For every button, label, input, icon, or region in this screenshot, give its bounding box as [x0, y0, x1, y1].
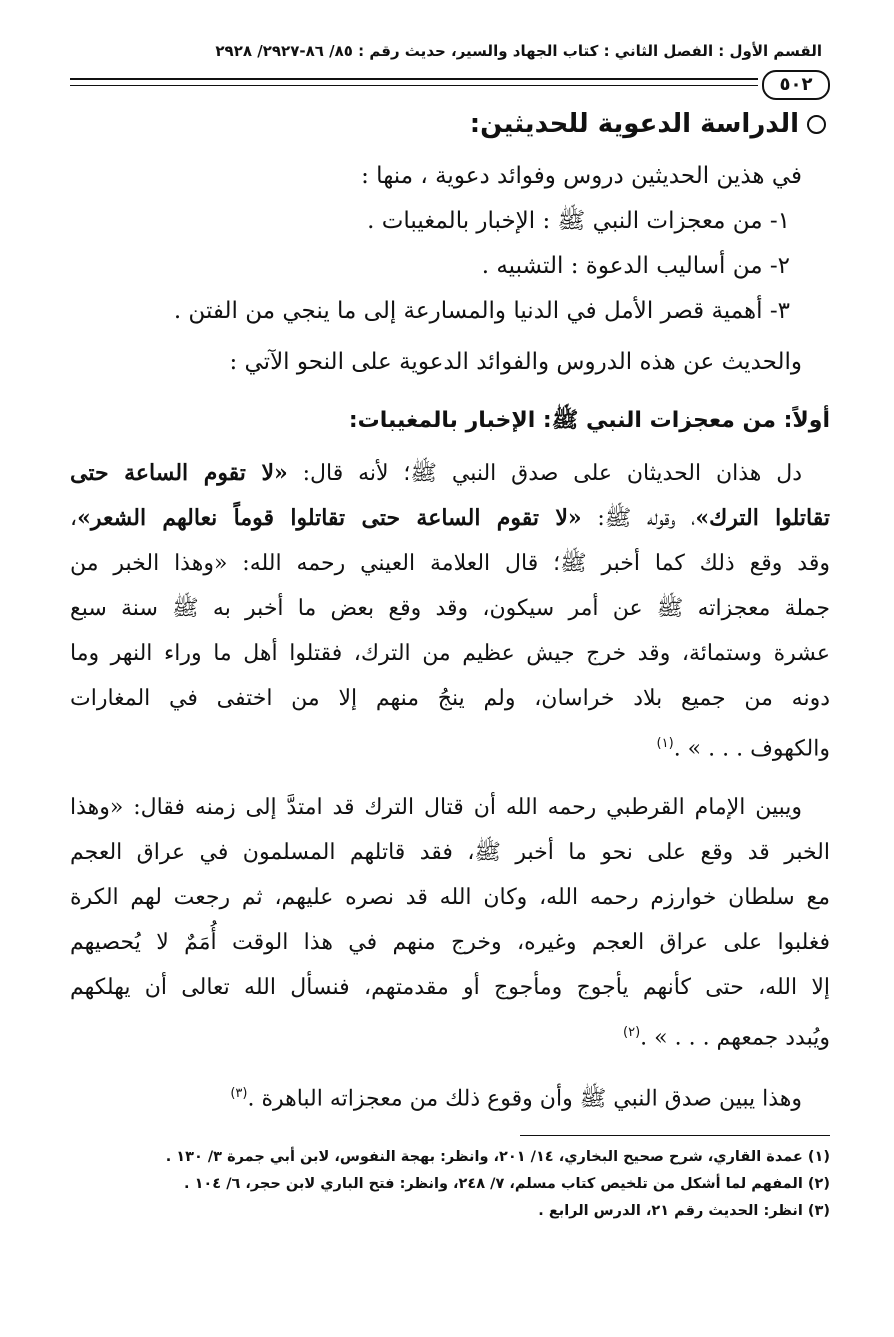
list-item-1: ١- من معجزات النبي ﷺ : الإخبار بالمغيبات .	[367, 208, 790, 234]
circle-bullet-icon	[807, 115, 826, 134]
paragraph-line: الخبر قد وقع على نحو ما أخبر ﷺ، فقد قاتلهم المسلمون في عراق العجم	[70, 840, 830, 866]
hadith-quote: «لا تقوم الساعة حتى تقاتلوا قوماً نعالهم الشعر»	[77, 505, 582, 531]
paragraph-text: والكهوف . . . » .	[673, 736, 830, 762]
list-item-2: ٢- من أساليب الدعوة : التشبيه .	[481, 253, 790, 279]
footnote-marker: (٣)	[230, 1085, 248, 1101]
paragraph-line: وقد وقع ذلك كما أخبر ﷺ؛ قال العلامة العيني رحمه الله: «وهذا الخبر من	[70, 551, 830, 576]
paragraph-line: عشرة وستمائة، وقد خرج جيش عظيم من الترك، فقتلوا أهل ما وراء النهر وما	[70, 641, 830, 666]
paragraph-text: ويُبدد جمعهم . . . » .	[640, 1025, 830, 1051]
lead-in-paragraph: والحديث عن هذه الدروس والفوائد الدعوية على النحو الآتي :	[229, 349, 802, 375]
paragraph-text: ،	[70, 506, 78, 531]
closing-paragraph	[70, 1071, 830, 1121]
running-header: القسم الأول : الفصل الثاني : كتاب الجهاد والسير، حديث رقم : ٨٥/ ٨٦-٢٩٢٧/ ٢٩٢٨	[215, 42, 822, 60]
footnote-rule	[520, 1135, 830, 1136]
footnotes	[70, 1144, 830, 1225]
paragraph-line: ويبين الإمام القرطبي رحمه الله أن قتال الترك قد امتدَّ إلى زمنه فقال: «وهذا	[70, 795, 803, 821]
hadith-quote: تقاتلوا الترك»	[695, 505, 830, 531]
page-number: ٥٠٢	[762, 70, 830, 100]
paragraph-text: دل هذان الحديثان على صدق النبي ﷺ؛ لأنه قال:	[287, 461, 803, 486]
header-rule-row	[70, 68, 830, 102]
footnote-3: (٣) انظر: الحديث رقم ٢١، الدرس الرابع .	[538, 1202, 830, 1219]
paragraph-text: وهذا يبين صدق النبي ﷺ وأن وقوع ذلك من معجزاته الباهرة .	[247, 1085, 802, 1111]
hadith-quote: «لا تقوم الساعة حتى	[70, 460, 288, 486]
paragraph-line	[70, 1010, 830, 1060]
paragraph-line	[70, 451, 830, 496]
header-double-rule	[70, 78, 758, 86]
paragraph-line: جملة معجزاته ﷺ عن أمر سيكون، وقد وقع بعض ما أخبر به ﷺ سنة سبع	[70, 596, 830, 621]
footnote-marker: (١)	[656, 736, 674, 751]
footnote-1: (١) عمدة القاري، شرح صحيح البخاري، ١٤/ ٢٠١، وانظر: بهجة النفوس، لابن أبي جمرة ٣/ ١٣٠ .	[165, 1148, 830, 1165]
section-title	[70, 104, 830, 144]
intro-paragraph: في هذين الحديثين دروس وفوائد دعوية ، منها :	[361, 163, 802, 189]
book-page	[70, 40, 830, 1225]
section-title-text: الدراسة الدعوية للحديثين:	[469, 109, 799, 139]
paragraph-line: فغلبوا على عراق العجم وغيره، وخرج منهم في هذا الوقت أُمَمٌ لا يُحصيهم	[70, 930, 830, 956]
footnote-2: (٢) المفهم لما أشكل من تلخيص كتاب مسلم، ٧/ ٢٤٨، وانظر: فتح الباري لابن حجر، ٦/ ١٠٤ .	[184, 1175, 830, 1192]
subheading-miracles: أولاً: من معجزات النبي ﷺ: الإخبار بالمغيبات:	[348, 408, 830, 433]
paragraph-line	[70, 721, 830, 771]
paragraph-line: دونه من جميع بلاد خراسان، ولم ينجُ منهم إلا من اختفى في المغارات	[70, 686, 830, 711]
paragraph-line	[70, 496, 830, 541]
paragraph-qurtubi	[70, 785, 830, 1060]
footnote-marker: (٢)	[623, 1025, 641, 1041]
list-item-3: ٣- أهمية قصر الأمل في الدنيا والمسارعة إلى ما ينجي من الفتن .	[173, 298, 790, 324]
paragraph-miracles	[70, 451, 830, 771]
paragraph-line: إلا الله، حتى كأنهم يأجوج ومأجوج أو مقدمتهم، فنسأل الله تعالى أن يهلكهم	[70, 975, 830, 1001]
paragraph-text: ، وقوله ﷺ:	[581, 506, 696, 531]
paragraph-line: مع سلطان خوارزم رحمه الله، وكان الله قد نصره عليهم، ثم رجعت لهم الكرة	[70, 885, 830, 911]
